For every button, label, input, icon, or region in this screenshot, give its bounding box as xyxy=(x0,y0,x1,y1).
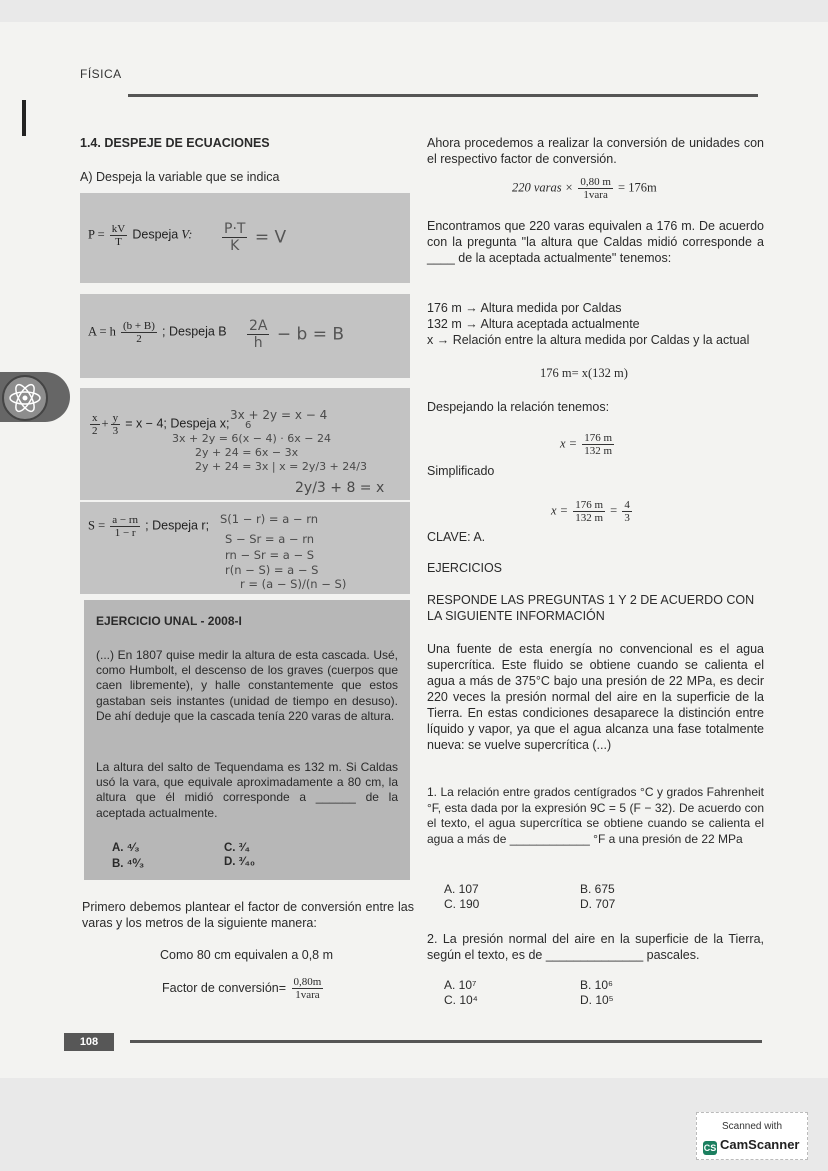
exercises-heading: EJERCICIOS xyxy=(427,561,503,575)
handwritten-work-4d: r(n − S) = a − S xyxy=(225,563,319,577)
answer-key: CLAVE: A. xyxy=(427,530,486,544)
equation-box-1 xyxy=(80,193,410,283)
relation-line-2: 132 m → Altura aceptada actualmente xyxy=(427,317,640,331)
exercise-option-a: A. ⁴⁄₃ xyxy=(112,842,140,854)
equation-4: S = $\frac{a - rn}{1 - r}$ ; Despeja r; xyxy=(88,514,210,539)
conversion-intro: Primero debemos plantear el factor de conversión entre las varas y los metros de la siguiente manera: xyxy=(82,900,414,930)
relation-equation: 176 m= x(132 m) xyxy=(540,366,628,380)
handwritten-work-3b: 6 xyxy=(245,420,252,431)
exercise-paragraph-1: (...) En 1807 quise medir la altura de esta cascada. Usé, como Humbolt, el descenso de los graves (cuerpos que caen libremente), y halle constantemente que estos gastaban seis instantes (unidad de tiempo en desuso). De ahí deduje que la cascada tenía 220 varas de altura. xyxy=(96,648,398,723)
exercise-option-c: C. ³⁄₄ xyxy=(224,842,250,854)
handwritten-work-3a: 3x + 2y = x − 4 xyxy=(230,408,328,422)
exercise-paragraph-2: La altura del salto de Tequendama es 132 m. Si Caldas usó la vara, que equivale aproximadamente a 80 cm, la altura que él midió corresponde a ______ de la aceptada actualmente. xyxy=(96,760,398,820)
exercise-option-b: B. ⁴⁰⁄₃ xyxy=(112,858,145,870)
exercise-option-d: D. ³⁄₄₀ xyxy=(224,856,256,868)
handwritten-work-4c: rn − Sr = a − S xyxy=(225,548,315,562)
scanner-watermark xyxy=(696,1112,808,1160)
info-paragraph: Una fuente de esta energía no convencional es el agua supercrítica. Este fluido se obtiene cuando se calienta el agua a más de 375°C bajo una presión de 22 MPa, es decir 220 veces la presión normal del aire en la superficie de la Tierra. En estas condiciones desaparece la distinción entre líquido y vapor, ya que el agua alcanza una fase totalmente nueva: se vuelve supercrítica (...) xyxy=(427,642,764,752)
handwritten-work-3f: 2y/3 + 8 = x xyxy=(295,480,385,496)
simplified-equation: x = $\frac{176 m}{132 m}$ = $\frac{4}{3}$ xyxy=(551,499,630,524)
equation-box-4 xyxy=(80,502,410,594)
page-number: 108 xyxy=(64,1033,114,1051)
equation-1: P = $\frac{kV}{T}$ Despeja V: xyxy=(88,223,193,248)
handwritten-work-3e: 2y + 24 = 3x | x = 2y/3 + 24/3 xyxy=(195,460,367,473)
handwritten-work-4e: r = (a − S)/(n − S) xyxy=(240,577,347,591)
conversion-equivalence: Como 80 cm equivalen a 0,8 m xyxy=(160,948,334,962)
handwritten-work-4a: S(1 − r) = a − rn xyxy=(220,512,319,526)
equation-2: A = h $\frac{(b + B)}{2}$ ; Despeja B xyxy=(88,320,227,345)
question-2: 2. La presión normal del aire en la superficie de la Tierra, según el texto, es de ______________ pascales. xyxy=(427,932,764,962)
solved-equation: x = $\frac{176 m}{132 m}$ xyxy=(560,432,613,457)
section-title: 1.4. DESPEJE DE ECUACIONES xyxy=(80,136,270,150)
exercise-box xyxy=(84,600,410,880)
right-paragraph-2: Encontramos que 220 varas equivalen a 176 m. De acuerdo con la pregunta "la altura que Caldas midió corresponde a ____ de la aceptada actualmente" tenemos: xyxy=(427,219,764,265)
instruction: A) Despeja la variable que se indica xyxy=(80,170,280,184)
q2-option-c: C. 10⁴ xyxy=(444,993,478,1007)
conversion-factor: Factor de conversión= $\frac{0,80m}{\text{1vara}}$ xyxy=(162,976,322,1001)
subject-header: FÍSICA xyxy=(80,67,122,81)
q1-option-a: A. 107 xyxy=(444,882,479,896)
q2-option-d: D. 10⁵ xyxy=(580,993,614,1007)
exercise-title: EJERCICIO UNAL - 2008-I xyxy=(96,614,242,628)
q2-option-a: A. 10⁷ xyxy=(444,978,477,992)
scanner-line-2: CS CamScanner xyxy=(703,1137,800,1153)
scanner-line-1: Scanned with xyxy=(721,1121,783,1132)
question-1: 1. La relación entre grados centígrados °C y grados Fahrenheit °F, esta dada por la expresión 9C = 5 (F − 32). De acuerdo con el texto, el agua supercrítica se obtiene cuando se calienta el agua a más de ____________ °F a una presión de 22 MPa xyxy=(427,785,764,846)
margin-mark xyxy=(22,100,26,136)
atom-logo-icon xyxy=(2,375,48,421)
handwritten-work-3d: 2y + 24 = 6x − 3x xyxy=(195,446,299,459)
right-paragraph-1: Ahora procedemos a realizar la conversión de unidades con el respectivo factor de conversión. xyxy=(427,136,764,166)
handwritten-work-4b: S − Sr = a − rn xyxy=(225,532,315,546)
equation-box-2 xyxy=(80,294,410,378)
instructions-heading: RESPONDE LAS PREGUNTAS 1 Y 2 DE ACUERDO CON LA SIGUIENTE INFORMACIÓN xyxy=(427,593,755,623)
simplified-label: Simplificado xyxy=(427,464,495,478)
equation-3: $\frac{x}{2}$ + $\frac{y}{3}$ = x − 4; Despeja x; xyxy=(92,412,230,437)
header-rule xyxy=(128,94,758,97)
q1-option-b: B. 675 xyxy=(580,882,615,896)
q1-option-d: D. 707 xyxy=(580,897,616,911)
footer-rule xyxy=(130,1040,762,1043)
handwritten-answer-2: $\frac{2A}{h}$ − b = B xyxy=(249,318,345,351)
right-paragraph-3: Despejando la relación tenemos: xyxy=(427,400,610,414)
handwritten-answer-1: $\frac{P\cdot T}{K}$ = V xyxy=(224,221,287,254)
relation-line-1: 176 m → Altura medida por Caldas xyxy=(427,301,622,315)
q1-option-c: C. 190 xyxy=(444,897,480,911)
camscanner-icon: CS xyxy=(703,1143,717,1153)
conversion-equation: 220 varas × $\frac{0,80 m}{\text{1vara}}$ = 176m xyxy=(512,176,657,201)
equation-box-3 xyxy=(80,388,410,500)
handwritten-work-3c: 3x + 2y = 6(x − 4) · 6x − 24 xyxy=(172,432,331,445)
q2-option-b: B. 10⁶ xyxy=(580,978,613,992)
relation-line-3: x → Relación entre la altura medida por Caldas y la actual xyxy=(427,333,750,347)
